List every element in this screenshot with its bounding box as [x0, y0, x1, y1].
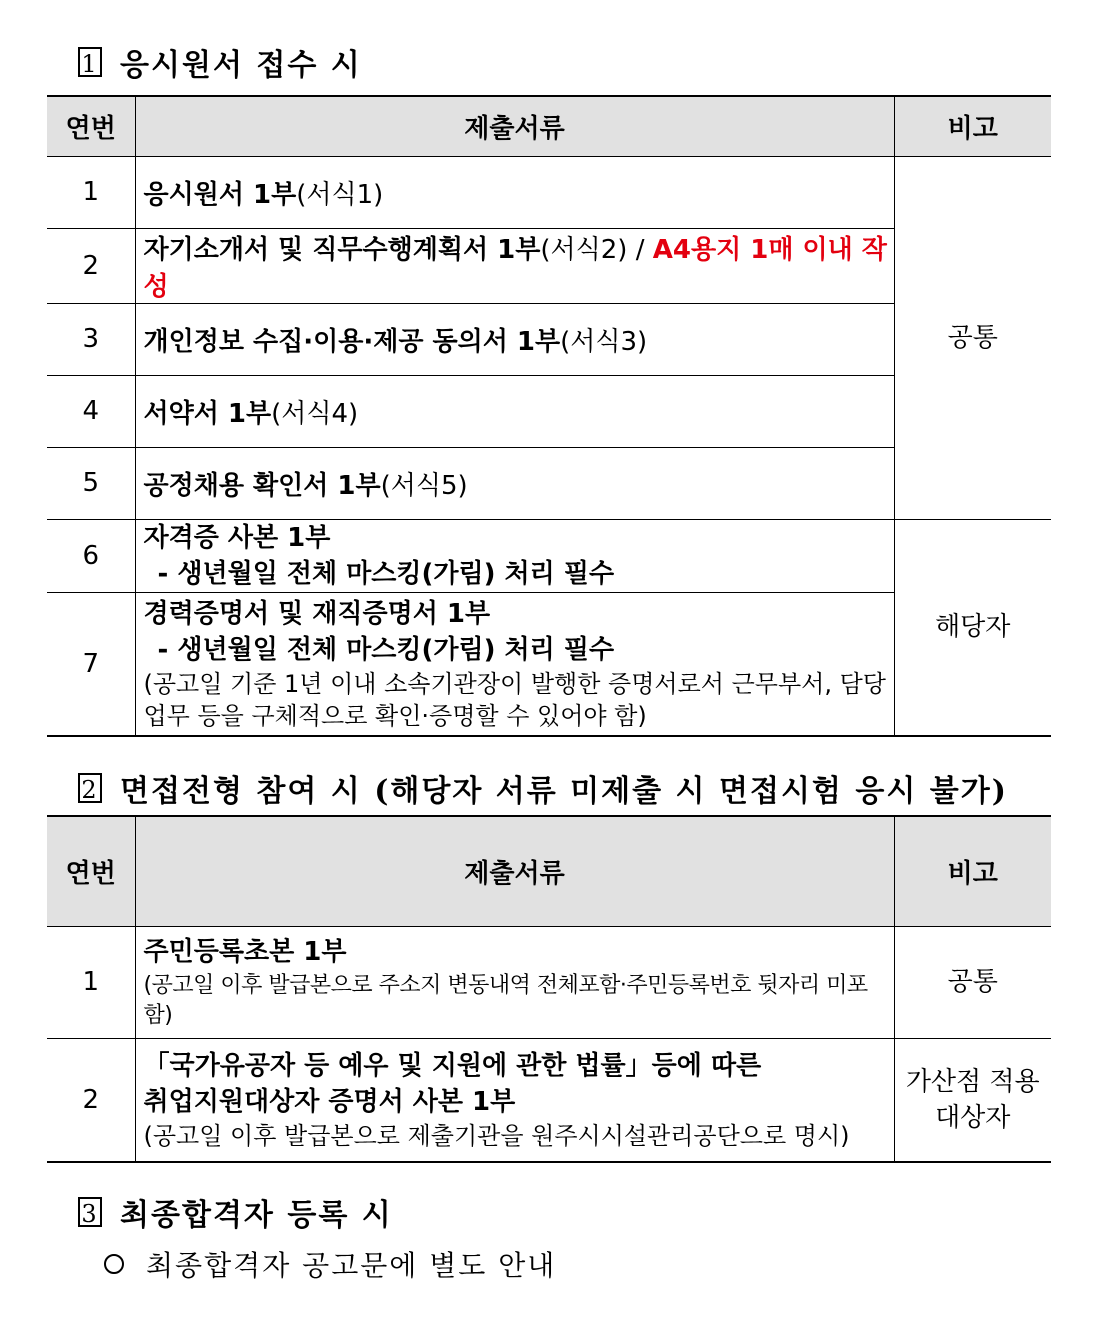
note-common: 공통: [894, 926, 1051, 1038]
note-line: 대상자: [935, 1102, 1011, 1133]
header-doc: 제출서류: [135, 816, 894, 926]
doc-text: 취업지원대상자 증명서 사본 1부: [143, 1086, 516, 1117]
section2-number: 2: [78, 773, 102, 803]
doc-cell: [135, 156, 894, 228]
header-doc: 제출서류: [135, 96, 894, 156]
note-common: 공통: [894, 156, 1051, 519]
circle-bullet-icon: [104, 1254, 124, 1274]
doc-text: 공정채용 확인서 1부: [143, 470, 381, 501]
row-number: 4: [47, 375, 135, 447]
section1-table: [47, 95, 1051, 737]
row-number: 1: [47, 156, 135, 228]
note-bonus: [894, 1038, 1051, 1162]
doc-text: 「국가유공자 등 예우 및 지원에 관한 법률」등에 따른: [143, 1050, 762, 1081]
row-number: 2: [47, 228, 135, 303]
form-ref: (서식3): [560, 326, 648, 357]
row-number: 2: [47, 1038, 135, 1162]
doc-sub: - 생년월일 전체 마스킹(가림) 처리 필수: [157, 634, 615, 665]
doc-text: 서약서 1부: [143, 398, 272, 429]
doc-cell: [135, 447, 894, 519]
section1-number: 1: [78, 47, 102, 77]
row-number: 5: [47, 447, 135, 519]
section3-number: 3: [78, 1197, 102, 1227]
doc-cell: [135, 926, 894, 1038]
doc-text: 응시원서 1부: [143, 179, 297, 210]
section1-title: [78, 40, 362, 84]
form-ref: (서식2) /: [540, 234, 653, 265]
row-number: 6: [47, 519, 135, 592]
note-line: 가산점 적용: [905, 1066, 1040, 1097]
doc-cell: [135, 303, 894, 375]
row-number: 3: [47, 303, 135, 375]
doc-cell: [135, 375, 894, 447]
header-note: 비고: [894, 816, 1051, 926]
section3-bullet: [104, 1244, 556, 1284]
table-row: [47, 1038, 1051, 1162]
doc-cell: [135, 592, 894, 736]
header-note: 비고: [894, 96, 1051, 156]
section1-title-text: 응시원서 접수 시: [120, 48, 362, 83]
doc-paren: (공고일 이후 발급본으로 제출기관을 원주시시설관리공단으로 명시): [143, 1121, 850, 1150]
table-row: [47, 519, 1051, 592]
red-note: A4용지 1매 이내 작성: [143, 234, 887, 302]
doc-text: 개인정보 수집·이용·제공 동의서 1부: [143, 326, 561, 357]
doc-text: 경력증명서 및 재직증명서 1부: [143, 598, 491, 629]
form-ref: (서식1): [296, 179, 384, 210]
table-row: [47, 926, 1051, 1038]
doc-paren: (공고일 이후 발급본으로 주소지 변동내역 전체포함·주민등록번호 뒷자리 미포함): [143, 973, 868, 1028]
table-row: [47, 156, 1051, 228]
row-number: 1: [47, 926, 135, 1038]
form-ref: (서식5): [380, 470, 468, 501]
section2-title-text: 면접전형 참여 시 (해당자 서류 미제출 시 면접시험 응시 불가): [120, 774, 1008, 809]
bullet-text: 최종합격자 공고문에 별도 안내: [146, 1249, 557, 1282]
doc-text: 자격증 사본 1부: [143, 522, 331, 553]
row-number: 7: [47, 592, 135, 736]
doc-text: 주민등록초본 1부: [143, 937, 347, 967]
form-ref: (서식4): [271, 398, 359, 429]
section3-title: [78, 1190, 393, 1234]
section2-table: [47, 815, 1051, 1163]
section2-title: [78, 766, 1008, 810]
doc-text: 자기소개서 및 직무수행계획서 1부: [143, 234, 541, 265]
section3-title-text: 최종합격자 등록 시: [120, 1198, 393, 1233]
doc-paren: (공고일 기준 1년 이내 소속기관장이 발행한 증명서로서 근무부서, 담당 업무 등을 구체적으로 확인·증명할 수 있어야 함): [143, 669, 886, 730]
doc-cell: [135, 519, 894, 592]
header-no: 연번: [47, 96, 135, 156]
note-applicable: 해당자: [894, 519, 1051, 736]
doc-sub: - 생년월일 전체 마스킹(가림) 처리 필수: [157, 558, 615, 589]
doc-cell: [135, 228, 894, 303]
doc-cell: [135, 1038, 894, 1162]
header-no: 연번: [47, 816, 135, 926]
